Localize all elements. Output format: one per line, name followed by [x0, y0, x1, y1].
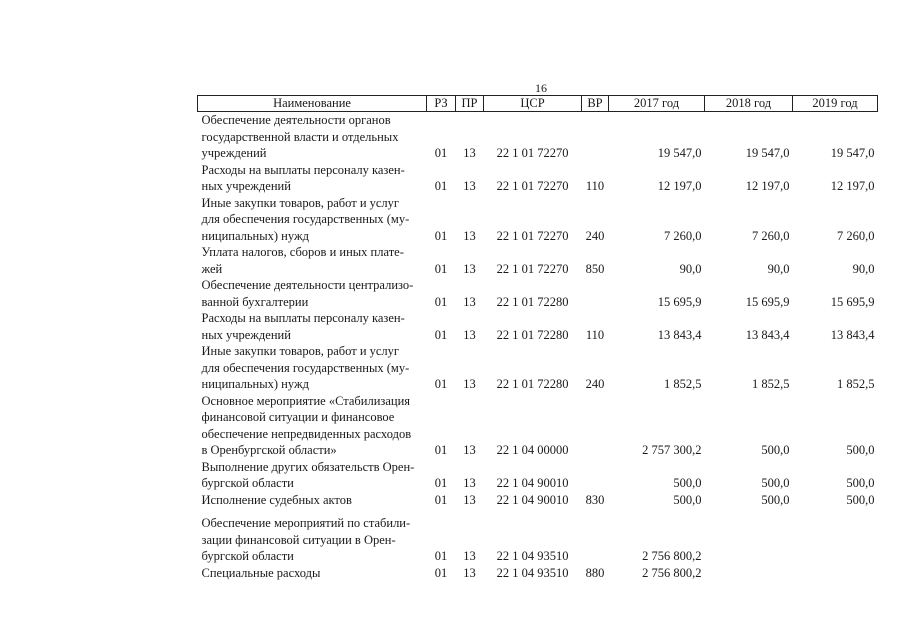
- cell-name: Основное мероприятие «Стабилизация финансовой ситуации и финансовое обеспечение непредвиденных расходов в Оренбургской области»: [201, 393, 412, 457]
- cell-pr: 13: [463, 549, 476, 563]
- cell-pr: 13: [463, 565, 476, 580]
- cell-csr: 22 1 04 93510: [496, 565, 569, 580]
- cell-name: Выполнение других обязательств Орен- бургской области: [201, 459, 415, 490]
- cell-csr: 22 1 04 90010: [496, 492, 569, 507]
- cell-name: Исполнение судебных актов: [201, 492, 352, 507]
- cell-rz: 01: [434, 565, 448, 580]
- cell-2017: 13 843,4: [657, 327, 702, 342]
- table-row: [198, 195, 878, 245]
- cell-2018: 500,0: [761, 443, 790, 457]
- cell-name: Расходы на выплаты персоналу казен- ных учреждений: [201, 311, 405, 342]
- cell-rz: 01: [434, 261, 448, 276]
- table-row: [198, 277, 878, 310]
- cell-2017: 7 260,0: [664, 228, 702, 243]
- cell-2019: 7 260,0: [837, 228, 875, 243]
- table-row: [198, 112, 878, 162]
- cell-2018: 13 843,4: [745, 327, 790, 342]
- table-row: [198, 508, 878, 565]
- cell-2018: [705, 565, 793, 582]
- cell-csr: 22 1 04 90010: [496, 476, 569, 490]
- cell-vr: [582, 508, 609, 565]
- table-row: [198, 162, 878, 195]
- cell-rz: 01: [434, 443, 448, 457]
- cell-vr: [582, 277, 609, 310]
- cell-2019: 19 547,0: [830, 146, 875, 160]
- cell-vr: [582, 459, 609, 492]
- table-row: [198, 310, 878, 343]
- cell-csr: 22 1 01 72270: [496, 261, 569, 276]
- cell-csr: 22 1 04 93510: [496, 549, 569, 563]
- cell-csr: 22 1 01 72270: [496, 146, 569, 160]
- cell-2017: 2 756 800,2: [642, 565, 702, 580]
- cell-csr: 22 1 01 72270: [496, 179, 569, 193]
- table-row: [198, 492, 878, 509]
- header-rz: РЗ: [427, 96, 456, 112]
- cell-2018: 7 260,0: [752, 228, 790, 243]
- table-row: [198, 244, 878, 277]
- cell-pr: 13: [463, 294, 476, 309]
- cell-2017: 500,0: [673, 476, 702, 490]
- cell-rz: 01: [434, 146, 448, 160]
- cell-name: Обеспечение мероприятий по стабили- зации финансовой ситуации в Орен- бургской области: [201, 516, 411, 563]
- header-csr: ЦСР: [484, 96, 582, 112]
- cell-name: Обеспечение деятельности органов государственной власти и отдельных учреждений: [201, 113, 399, 160]
- cell-vr: 110: [585, 179, 605, 193]
- cell-2018: 15 695,9: [745, 294, 790, 309]
- cell-2017: 500,0: [673, 492, 702, 507]
- cell-2019: [793, 565, 878, 582]
- cell-2019: 90,0: [852, 261, 875, 276]
- cell-2018: 90,0: [767, 261, 790, 276]
- cell-2019: 13 843,4: [830, 327, 875, 342]
- header-2017: 2017 год: [609, 96, 705, 112]
- cell-2018: 1 852,5: [752, 377, 790, 391]
- cell-pr: 13: [463, 492, 476, 507]
- table-body: [198, 112, 878, 582]
- cell-vr: 830: [585, 492, 605, 507]
- cell-name: Расходы на выплаты персоналу казен- ных учреждений: [201, 162, 405, 193]
- cell-2017: 12 197,0: [657, 179, 702, 193]
- cell-2017: 15 695,9: [657, 294, 702, 309]
- header-pr: ПР: [456, 96, 484, 112]
- cell-pr: 13: [463, 443, 476, 457]
- cell-name: Иные закупки товаров, работ и услуг для обеспечения государственных (му- ниципальных) нужд: [201, 344, 410, 391]
- cell-pr: 13: [463, 228, 476, 243]
- table-row: [198, 565, 878, 582]
- table-row: [198, 393, 878, 459]
- cell-2018: 19 547,0: [745, 146, 790, 160]
- cell-pr: 13: [463, 179, 476, 193]
- cell-pr: 13: [463, 146, 476, 160]
- cell-rz: 01: [434, 377, 448, 391]
- cell-pr: 13: [463, 377, 476, 391]
- cell-2017: 1 852,5: [664, 377, 702, 391]
- cell-2019: 500,0: [846, 492, 875, 507]
- cell-csr: 22 1 01 72280: [496, 294, 569, 309]
- page-number: 16: [535, 81, 547, 95]
- cell-pr: 13: [463, 261, 476, 276]
- header-2018: 2018 год: [705, 96, 793, 112]
- cell-2017: 19 547,0: [657, 146, 702, 160]
- cell-2019: 500,0: [846, 443, 875, 457]
- cell-rz: 01: [434, 549, 448, 563]
- cell-name: Специальные расходы: [201, 565, 321, 580]
- cell-rz: 01: [434, 492, 448, 507]
- cell-pr: 13: [463, 476, 476, 490]
- header-2019: 2019 год: [793, 96, 878, 112]
- cell-vr: [582, 393, 609, 459]
- cell-2019: 1 852,5: [837, 377, 875, 391]
- cell-rz: 01: [434, 294, 448, 309]
- cell-2017: 2 756 800,2: [642, 549, 702, 563]
- cell-rz: 01: [434, 476, 448, 490]
- cell-csr: 22 1 01 72270: [496, 228, 569, 243]
- cell-2019: [793, 508, 878, 565]
- table-row: [198, 459, 878, 492]
- cell-csr: 22 1 01 72280: [496, 327, 569, 342]
- cell-2017: 90,0: [679, 261, 702, 276]
- cell-csr: 22 1 04 00000: [496, 443, 569, 457]
- cell-2019: 500,0: [846, 476, 875, 490]
- cell-vr: 850: [585, 261, 605, 276]
- cell-name: Обеспечение деятельности централизо- ванной бухгалтерии: [201, 278, 414, 309]
- table-header-row: [198, 96, 878, 112]
- cell-rz: 01: [434, 327, 448, 342]
- table-row: [198, 343, 878, 393]
- cell-csr: 22 1 01 72280: [496, 377, 569, 391]
- cell-vr: 110: [585, 327, 605, 342]
- cell-2018: 500,0: [761, 476, 790, 490]
- cell-vr: 880: [585, 565, 605, 580]
- cell-name: Уплата налогов, сборов и иных плате- жей: [201, 245, 404, 276]
- header-vr: ВР: [582, 96, 609, 112]
- cell-vr: [582, 112, 609, 162]
- header-name: Наименование: [198, 96, 427, 112]
- budget-table: [197, 95, 878, 581]
- cell-2018: [705, 508, 793, 565]
- cell-vr: 240: [585, 228, 605, 243]
- cell-2019: 12 197,0: [830, 179, 875, 193]
- cell-2017: 2 757 300,2: [642, 443, 702, 457]
- cell-name: Иные закупки товаров, работ и услуг для обеспечения государственных (му- ниципальных) нужд: [201, 195, 410, 243]
- cell-2019: 15 695,9: [830, 294, 875, 309]
- cell-2018: 500,0: [761, 492, 790, 507]
- cell-rz: 01: [434, 179, 448, 193]
- cell-pr: 13: [463, 327, 476, 342]
- cell-2018: 12 197,0: [745, 179, 790, 193]
- cell-vr: 240: [585, 377, 605, 391]
- cell-rz: 01: [434, 228, 448, 243]
